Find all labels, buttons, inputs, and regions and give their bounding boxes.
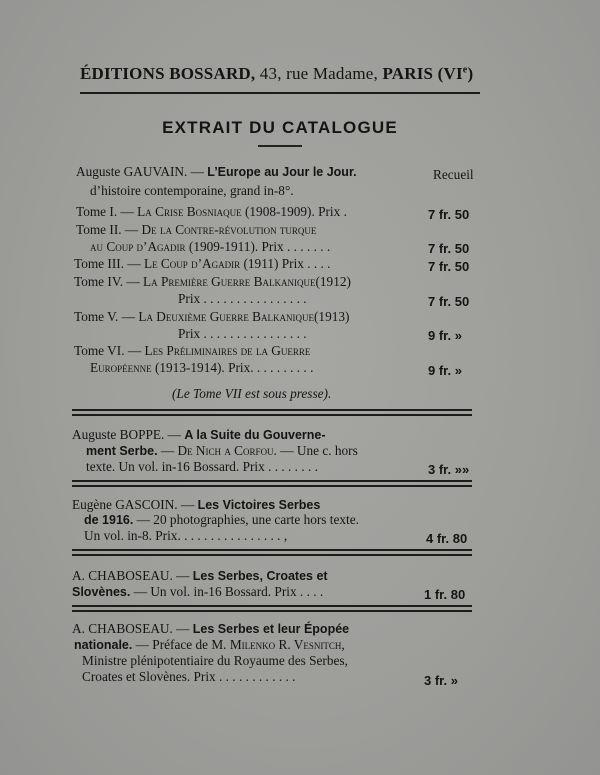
title-ornament [258,145,302,147]
section-divider-2 [72,480,472,487]
gascoin-price: 4 fr. 80 [426,531,468,546]
chaboseau2-line-2: nationale. — Préface de M. Milenko R. Vesnitch, [74,637,345,652]
chaboseau2-line-3: Ministre plénipotentiaire du Royaume des Serbes, [82,653,348,668]
section-divider-1 [72,409,472,416]
tome-3-price: 7 fr. 50 [428,259,470,274]
boppe-heading: Auguste BOPPE. — A la Suite du Gouverne- [72,427,326,442]
chaboseau1-line-2: Slovènes. — Un vol. in-16 Bossard. Prix . . . . [72,584,324,599]
tome-6-cont: Européenne (1913-1914). Prix. . . . . . . . . . [90,360,314,375]
chaboseau1-price: 1 fr. 80 [424,587,466,602]
publisher-name: ÉDITIONS BOSSARD, [80,64,256,83]
tome-1-price: 7 fr. 50 [428,207,470,222]
publisher-city: PARIS (VIe) [382,64,474,83]
gauvain-desc-1: Recueil [433,167,474,182]
chaboseau2-heading: A. CHABOSEAU. — Les Serbes et leur Épopée [72,621,350,636]
publisher-address: 43, rue Madame, [259,64,378,83]
tome-2-cont: au Coup d’Agadir (1909-1911). Prix . . . . . . . [90,239,331,254]
gascoin-heading: Eugène GASCOIN. — Les Victoires Serbes [72,497,321,512]
tome-4: Tome IV. — La Première Guerre Balkanique(1912) [74,274,351,289]
chaboseau1-heading: A. CHABOSEAU. — Les Serbes, Croates et [72,568,328,583]
section-divider-4 [72,605,472,612]
boppe-price: 3 fr. »» [428,462,470,477]
boppe-line-2: ment Serbe. — De Nich a Corfou. — Une c. hors [86,443,358,458]
tome-1: Tome I. — La Crise Bosniaque (1908-1909). Prix . [76,204,347,219]
tome-5-cont: Prix . . . . . . . . . . . . . . . . [178,326,307,341]
tome-5: Tome V. — La Deuxième Guerre Balkanique(1913) [74,309,350,324]
tome-4-cont: Prix . . . . . . . . . . . . . . . . [178,291,307,306]
tome-3: Tome III. — Le Coup d’Agadir (1911) Prix . . . . [74,256,331,271]
gauvain-desc-2: d’histoire contemporaine, grand in-8°. [90,183,294,198]
gauvain-heading: Auguste GAUVAIN. — L’Europe au Jour le Jour. [76,164,357,179]
tome-6: Tome VI. — Les Préliminaires de la Guerre [74,343,311,358]
tome-6-price: 9 fr. » [428,363,462,378]
catalogue-title: EXTRAIT DU CATALOGUE [162,118,398,137]
chaboseau2-price: 3 fr. » [424,673,458,688]
publisher-header [80,64,480,84]
tome-7-note: (Le Tome VII est sous presse). [172,386,332,401]
chaboseau2-line-4: Croates et Slovènes. Prix . . . . . . . . . . . . [82,669,296,684]
tome-2: Tome II. — De la Contre-révolution turque [76,222,317,237]
header-rule [80,92,480,94]
boppe-line-3: texte. Un vol. in-16 Bossard. Prix . . . . . . . . [86,459,318,474]
tome-2-price: 7 fr. 50 [428,241,470,256]
tome-5-price: 9 fr. » [428,328,462,343]
gascoin-line-2: de 1916. — 20 photographies, une carte hors texte. [84,512,359,527]
gascoin-line-3: Un vol. in-8. Prix. . . . . . . . . . . . . . . . , [84,528,288,543]
section-divider-3 [72,549,472,556]
tome-4-price: 7 fr. 50 [428,294,470,309]
